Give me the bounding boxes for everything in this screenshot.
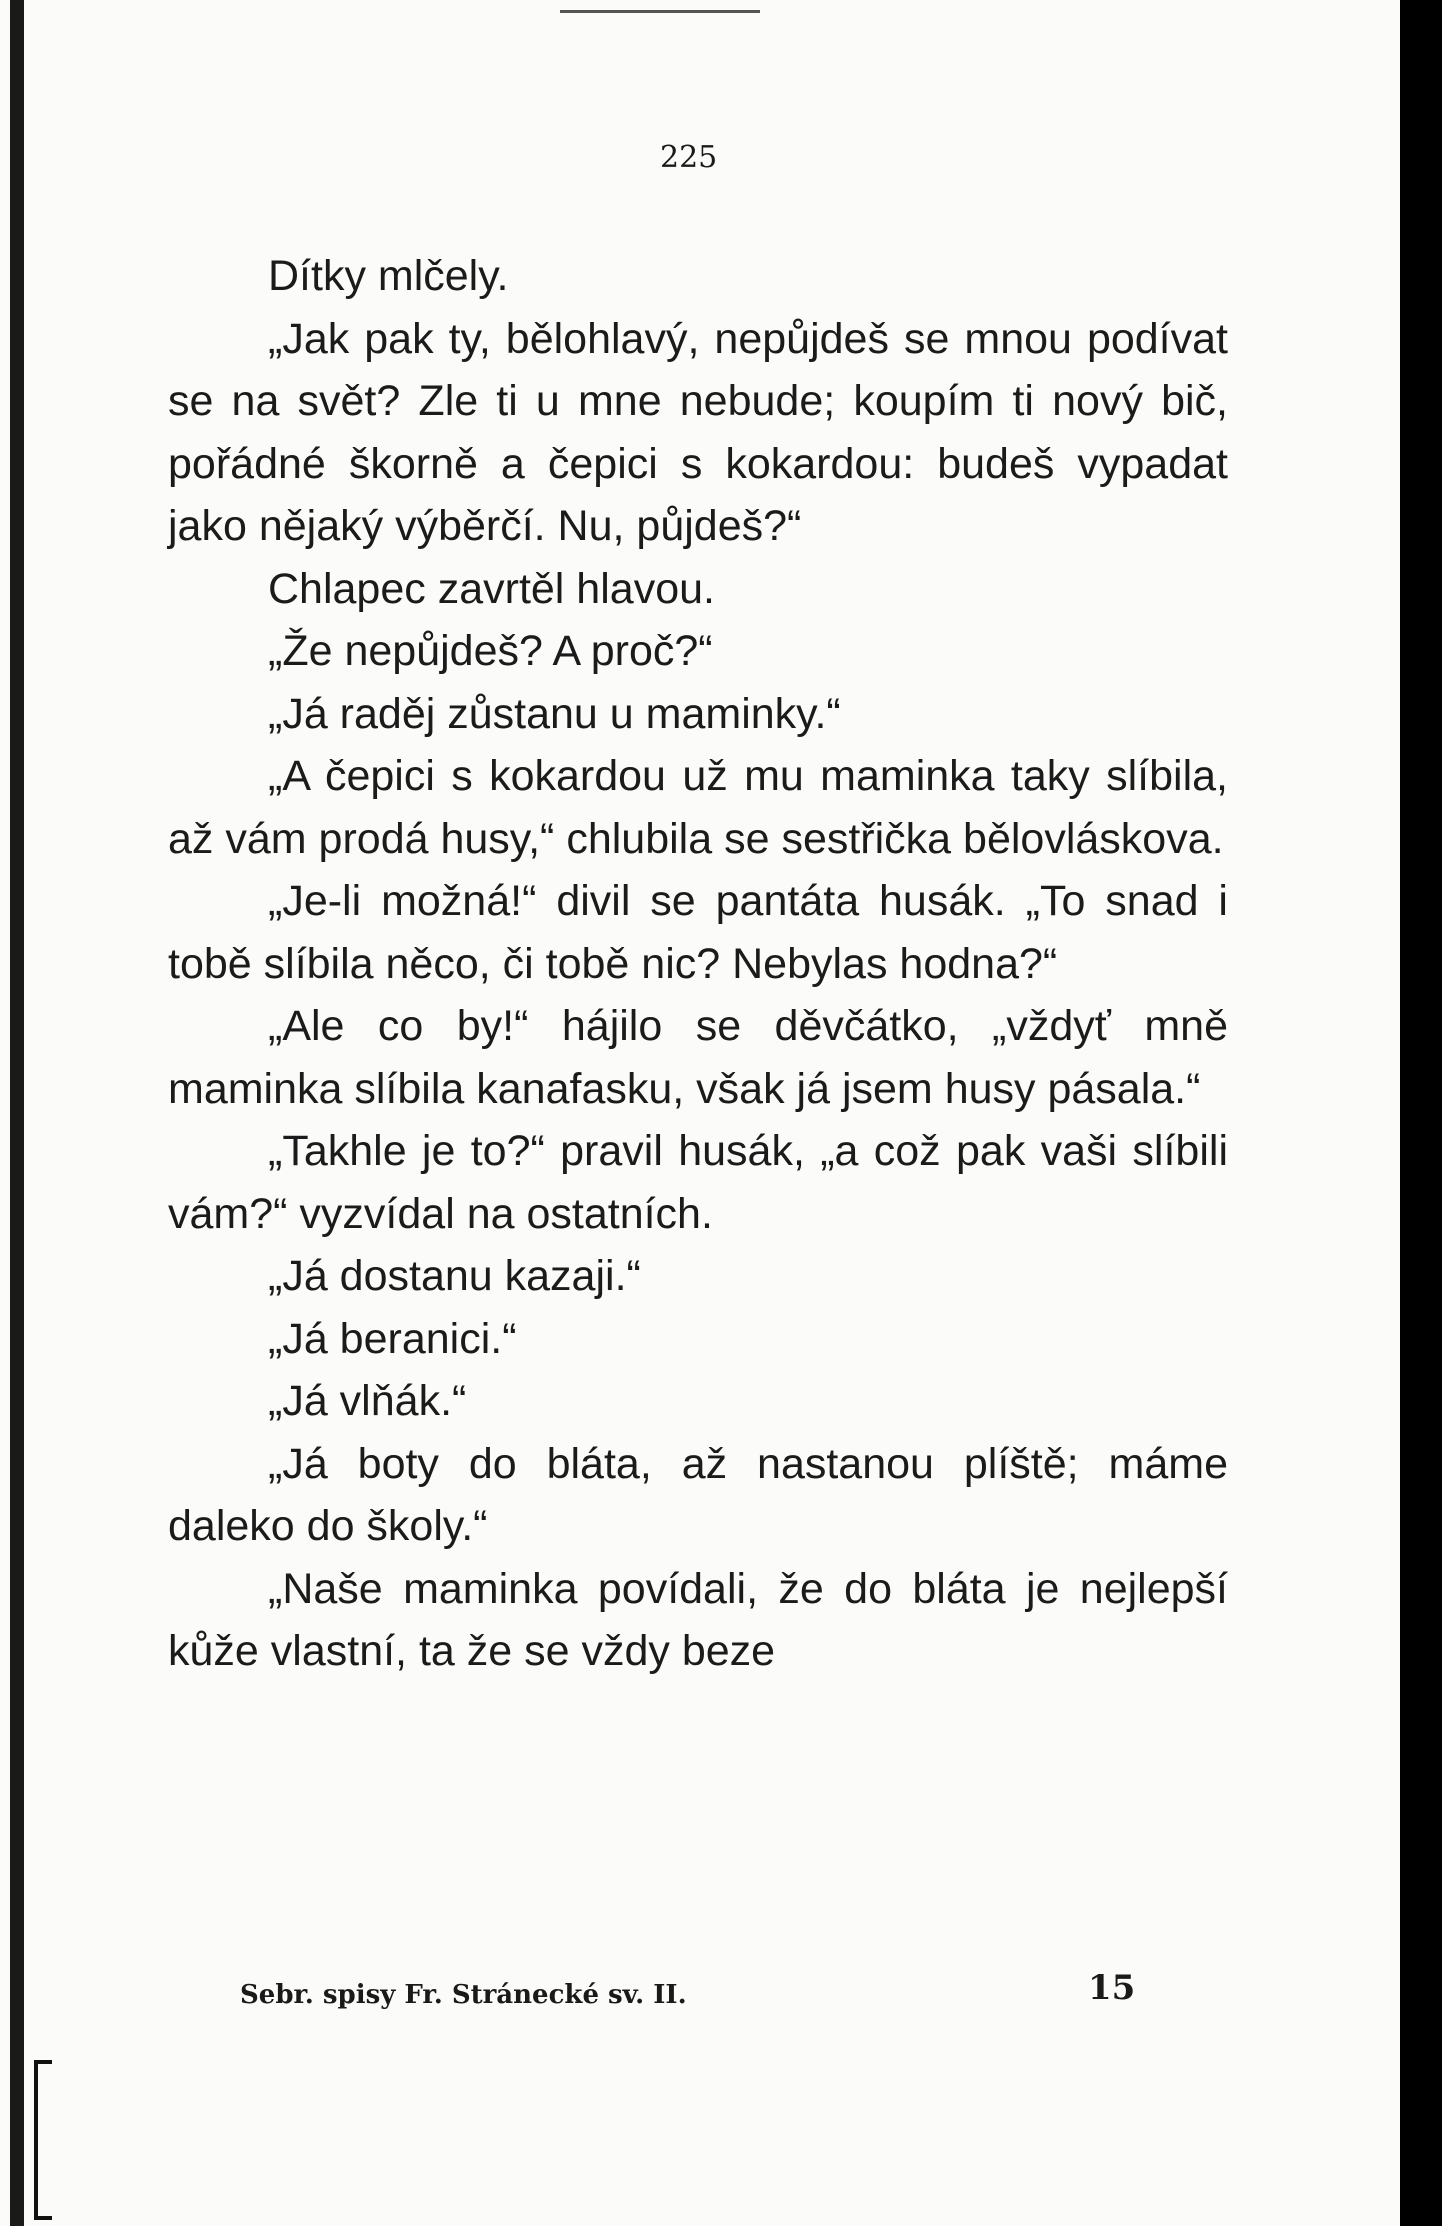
paragraph: „Jak pak ty, bělohlavý, nepůjdeš se mnou podívat se na svět? Zle ti u mne nebude; koupím ti nový bič, pořádné škorně a čepici s kokardou: budeš vypadat jako nějaký výběrčí. Nu, půjdeš?“ <box>168 314 1228 550</box>
paragraph: „Já dostanu kazaji.“ <box>268 1252 641 1300</box>
paragraph: Chlapec zavrtěl hlavou. <box>268 564 715 613</box>
top-edge-mark <box>560 10 760 13</box>
paragraph: „Já beranici.“ <box>268 1314 517 1363</box>
paragraph: „Já boty do bláta, až nastanou plíště; máme daleko do školy.“ <box>168 1439 1228 1550</box>
page-number: 225 <box>660 140 718 175</box>
body-text <box>168 245 1228 1683</box>
paragraph: „Že nepůjdeš? A proč?“ <box>268 627 713 675</box>
paragraph: „Takhle je to?“ pravil husák, „a což pak vaši slíbili vám?“ vyzvídal na ostatních. <box>168 1127 1228 1238</box>
paragraph: „Naše maminka povídali, že do bláta je nejlepší kůže vlastní, ta že se vždy beze <box>168 1564 1228 1675</box>
paragraph: „Ale co by!“ hájilo se děvčátko, „vždyť mně maminka slíbila kanafasku, však já jsem husy pásala.“ <box>168 1002 1228 1113</box>
binding-mark <box>34 2060 52 2220</box>
paragraph: Dítky mlčely. <box>268 252 509 300</box>
paragraph: „Já vlňák.“ <box>268 1377 467 1425</box>
sheet-number: 15 <box>1088 1968 1136 2008</box>
paragraph: „Je-li možná!“ divil se pantáta husák. „To snad i tobě slíbila něco, či tobě nic? Nebylas hodna?“ <box>168 877 1228 988</box>
paragraph: „A čepici s kokardou už mu maminka taky slíbila, až vám prodá husy,“ chlubila se sestřička bělovláskova. <box>168 752 1228 863</box>
page-edge-shadow <box>10 0 24 2226</box>
printer-signature: Sebr. spisy Fr. Stránecké sv. II. <box>240 1980 687 2010</box>
paragraph: „Já raděj zůstanu u maminky.“ <box>268 689 841 738</box>
